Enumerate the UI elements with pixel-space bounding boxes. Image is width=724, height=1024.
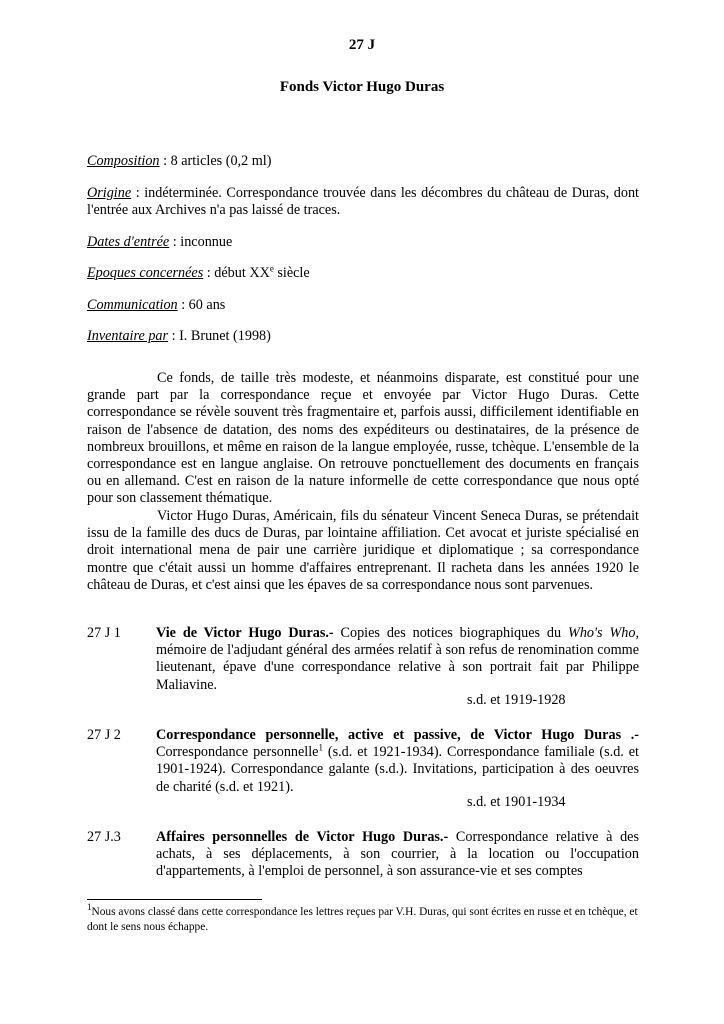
intro-paragraph-1: Ce fonds, de taille très modeste, et néanmoins disparate, est constitué pour une grande part par la correspondance reçue et envoyée par Victor Hugo Duras. Cette correspondance se révèle souvent très fragmentaire et, parfois aussi, difficilement identifiable en raison de l'absence de datation, des noms des expéditeurs ou destinataires, de la présence de nombreux brouillons, et même en raison de la langue employée, russe, tchèque. L'ensemble de la correspondance est en langue anglaise. On retrouve ponctuellement des documents en français ou en allemand. C'est en raison de la nature informelle de cette correspondance que nous opté pour son classement thématique. bbox=[87, 370, 639, 507]
footnote bbox=[87, 902, 639, 935]
footnote-mark: 1 bbox=[318, 742, 323, 753]
intro-paragraph-2: Victor Hugo Duras, Américain, fils du sénateur Vincent Seneca Duras, se prétendait issu de la famille des ducs de Duras, par lointaine affiliation. Cet avocat et juriste spécialisé en droit international mena de pair une carrière juridique et diplomatique ; sa correspondance montre que c'était aussi un homme d'affaires entreprenant. Il racheta dans les années 1920 le château de Duras, et c'est ainsi que les épaves de sa correspondance nous sont parvenues. bbox=[87, 508, 639, 593]
entry-body bbox=[156, 727, 639, 796]
origine-value: : indéterminée. Correspondance trouvée dans les décombres du château de Duras, dont l'entrée aux Archives n'a pas laissé de traces. bbox=[87, 185, 639, 218]
entry-cote: 27 J.3 bbox=[87, 829, 121, 845]
footnote-text: Nous avons classé dans cette correspondance les lettres reçues par V.H. Duras, qui sont écrites en russe et en tchèque, et dont le sens nous échappe. bbox=[87, 906, 638, 933]
entry-dates: s.d. et 1919-1928 bbox=[467, 692, 566, 708]
epoques-label: Epoques concernées bbox=[87, 265, 204, 281]
entry-title: Affaires personnelles de Victor Hugo Duras.- bbox=[156, 829, 449, 845]
epoques-sup: e bbox=[269, 263, 274, 274]
meta-dates-entree bbox=[87, 234, 639, 251]
entry-cote: 27 J 2 bbox=[87, 727, 121, 743]
page-title: Fonds Victor Hugo Duras bbox=[279, 79, 445, 95]
fonds-cote: 27 J bbox=[348, 37, 376, 53]
communication-value: : 60 ans bbox=[177, 297, 226, 313]
communication-label: Communication bbox=[87, 297, 178, 313]
inventaire-value: : I. Brunet (1998) bbox=[168, 328, 271, 344]
composition-value: : 8 articles (0,2 ml) bbox=[159, 153, 272, 169]
entry-body bbox=[156, 829, 639, 881]
entry-text: Correspondance personnelle bbox=[156, 744, 319, 761]
inventaire-label: Inventaire par bbox=[87, 328, 169, 344]
entry-title: Correspondance personnelle, active et passive, de Victor Hugo Duras .- bbox=[156, 727, 639, 743]
composition-label: Composition bbox=[87, 153, 160, 169]
entry-text: , mémoire de l'adjudant général des armées relatif à son refus de renomination comme lieutenant, épave d'une correspondance relative à son portrait fait par Philippe Maliavine. bbox=[156, 625, 639, 693]
entry-italic: Who's Who bbox=[568, 625, 636, 641]
meta-inventaire bbox=[87, 328, 639, 345]
entry-text: (s.d. et 1921-1934). Correspondance familiale (s.d. et 1901-1924). Correspondance galante (s.d.). Invitations, participation à des oeuvres de charité (s.d. et 1921). bbox=[156, 744, 639, 795]
epoques-value: : début XX bbox=[203, 265, 270, 281]
meta-origine bbox=[87, 185, 639, 219]
entry-text: Correspondance relative à des achats, à ses déplacements, à son courrier, à la location ou l'occupation d'appartements, à l'emploi de personnel, à son assurance-vie et ses comptes bbox=[156, 829, 639, 880]
footnote-number: 1 bbox=[87, 902, 92, 913]
origine-label: Origine bbox=[87, 185, 132, 201]
meta-epoques bbox=[87, 265, 639, 282]
entry-body bbox=[156, 625, 639, 694]
dates-label: Dates d'entrée bbox=[87, 234, 170, 250]
entry-dates: s.d. et 1901-1934 bbox=[467, 794, 566, 810]
entry-cote: 27 J 1 bbox=[87, 625, 121, 641]
meta-composition bbox=[87, 153, 639, 170]
entry-text: Copies des notices biographiques du bbox=[333, 625, 568, 641]
meta-communication bbox=[87, 297, 639, 314]
footnote-separator bbox=[87, 899, 262, 900]
entry-title: Vie de Victor Hugo Duras.- bbox=[156, 625, 334, 641]
dates-value: : inconnue bbox=[169, 234, 233, 250]
epoques-suffix: siècle bbox=[273, 265, 310, 281]
